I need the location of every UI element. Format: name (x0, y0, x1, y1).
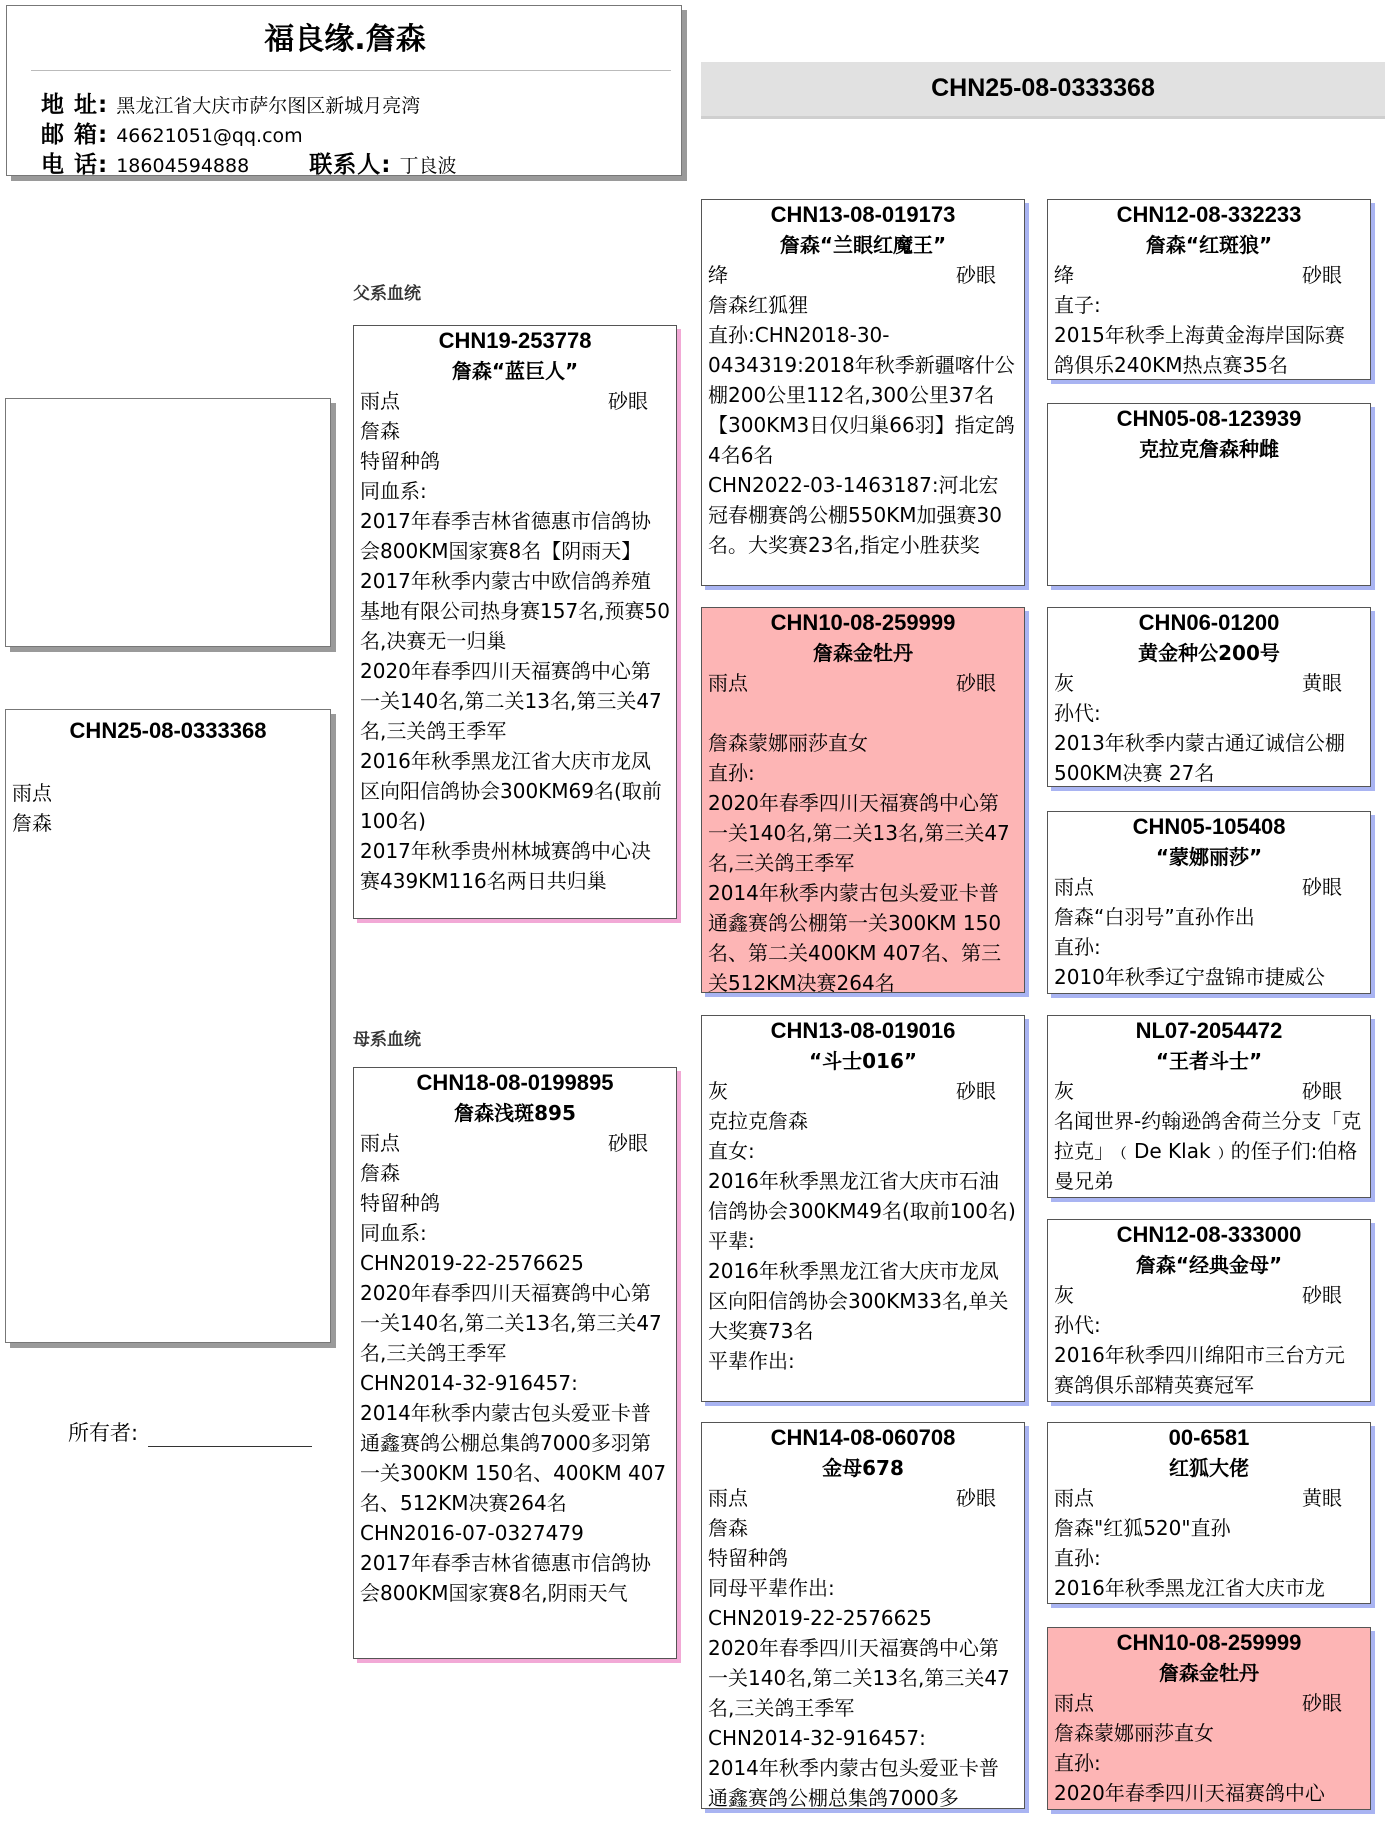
gen3-line: 同母平辈作出: (708, 1576, 835, 1600)
gen4-card-2 (1047, 403, 1371, 586)
gen4-card-1 (1047, 199, 1371, 380)
gen4-body (1048, 1483, 1370, 1603)
gen4-name: 红狐大佬 (1169, 1456, 1249, 1480)
contact-value: 丁良波 (399, 155, 457, 176)
dam-line: 同血系: (360, 1221, 427, 1245)
gen4-color: 绛 (1054, 263, 1074, 287)
gen4-color: 灰 (1054, 1283, 1074, 1307)
gen4-card-6 (1047, 1219, 1371, 1402)
gen4-name: 詹森金牡丹 (1159, 1661, 1259, 1685)
gen3-name: 詹森“兰眼红魔王” (779, 233, 947, 257)
sire-line: 詹森 (360, 419, 400, 443)
gen3-color-line (708, 1076, 1018, 1106)
gen3-name: “斗士016” (808, 1049, 918, 1073)
gen4-eye: 黄眼 (1302, 671, 1342, 695)
gen4-body (1048, 1688, 1370, 1808)
dam-line: 2020年春季四川天福赛鸽中心第一关140名,第二关13名,第三关47名,三关鸽王季军 (360, 1281, 662, 1365)
dam-card (353, 1067, 677, 1659)
sire-name: 詹森“蓝巨人” (451, 359, 579, 383)
phone-row (41, 146, 456, 176)
gen4-eye: 砂眼 (1302, 1079, 1342, 1103)
gen4-color: 灰 (1054, 1079, 1074, 1103)
gen3-line: CHN2022-03-1463187:河北宏冠春棚赛鸽公棚550KM加强赛30名。大奖赛23名,指定小胜获奖 (708, 473, 1002, 557)
gen3-line: 2016年秋季黑龙江省大庆市石油信鸽协会300KM49名(取前100名) (708, 1169, 1016, 1223)
breeder-title: 福良缘.詹森 (264, 22, 426, 57)
dam-body (354, 1128, 676, 1608)
gen3-card-2 (701, 607, 1025, 993)
gen3-line: 特留种鸽 (708, 1546, 788, 1570)
gen4-line: 2016年秋季黑龙江省大庆市龙 (1054, 1576, 1325, 1600)
gen4-color-line (1054, 668, 1364, 698)
owner-label: 所有者: (68, 1421, 139, 1445)
sire-line: 2016年秋季黑龙江省大庆市龙凤区向阳信鸽协会300KM69名(取前100名) (360, 749, 662, 833)
gen4-ring: CHN12-08-333000 (1116, 1222, 1302, 1247)
gen4-ring: CHN06-01200 (1138, 610, 1280, 635)
gen4-name: “蒙娜丽莎” (1155, 845, 1263, 869)
gen4-card-7 (1047, 1422, 1371, 1604)
gen4-color: 雨点 (1054, 1486, 1094, 1510)
gen3-body (702, 1076, 1024, 1376)
gen3-line: CHN2019-22-2576625 (708, 1606, 932, 1630)
gen3-card-1 (701, 199, 1025, 586)
gen3-eye: 砂眼 (956, 263, 996, 287)
gen4-name: 詹森“红斑狼” (1145, 233, 1273, 257)
gen4-color: 灰 (1054, 671, 1074, 695)
gen4-ring: CHN12-08-332233 (1116, 202, 1302, 227)
gen4-name: “王者斗士” (1155, 1049, 1263, 1073)
gen3-ring: CHN14-08-060708 (770, 1425, 956, 1450)
breeder-header (6, 5, 682, 176)
gen4-color-line (1054, 1076, 1364, 1106)
subject-line: 詹森 (12, 811, 52, 835)
gen4-eye: 砂眼 (1302, 875, 1342, 899)
sire-line: 特留种鸽 (360, 449, 440, 473)
gen3-line: 直孙: (708, 761, 755, 785)
gen3-line: 2020年春季四川天福赛鸽中心第一关140名,第二关13名,第三关47名,三关鸽王季军 (708, 791, 1010, 875)
owner-field (68, 1417, 312, 1447)
gen4-card-4 (1047, 811, 1371, 994)
email-row (41, 116, 303, 149)
gen4-card-8 (1047, 1627, 1371, 1810)
gen3-card-4 (701, 1422, 1025, 1809)
gen4-line: 2013年秋季内蒙古通辽诚信公棚500KM决赛 27名 (1054, 731, 1345, 785)
gen4-line: 詹森蒙娜丽莎直女 (1054, 1721, 1214, 1745)
dam-line-label: 母系血统 (353, 1030, 421, 1050)
phone-value: 18604594888 (116, 155, 250, 176)
phone-label: 电 话: (41, 152, 109, 176)
gen3-line: CHN2014-32-916457: (708, 1726, 926, 1750)
address-label: 地 址: (41, 92, 109, 118)
gen3-name: 詹森金牡丹 (813, 641, 913, 665)
sire-ring: CHN19-253778 (438, 328, 592, 353)
owner-signature-line[interactable] (148, 1427, 312, 1447)
gen4-ring: CHN10-08-259999 (1116, 1630, 1302, 1655)
gen4-eye: 砂眼 (1302, 1283, 1342, 1307)
gen3-eye: 砂眼 (956, 1486, 996, 1510)
gen4-line: 2020年春季四川天福赛鸽中心 (1054, 1781, 1325, 1805)
dam-color-line (360, 1128, 670, 1158)
gen4-line: 孙代: (1054, 701, 1101, 725)
dam-line: 特留种鸽 (360, 1191, 440, 1215)
gen4-name: 詹森“经典金母” (1135, 1253, 1283, 1277)
gen4-line: 孙代: (1054, 1313, 1101, 1337)
gen4-card-5 (1047, 1015, 1371, 1198)
sire-line: 2017年秋季贵州林城赛鸽中心决赛439KM116名两日共归巢 (360, 839, 651, 893)
subject-body (6, 778, 330, 838)
gen4-name: 黄金种公200号 (1138, 641, 1280, 665)
address-row (41, 86, 420, 119)
gen4-color-line (1054, 872, 1364, 902)
gen3-line: 平辈: (708, 1229, 755, 1253)
gen3-color: 雨点 (708, 1486, 748, 1510)
gen3-line: 詹森蒙娜丽莎直女 (708, 731, 868, 755)
gen3-color: 绛 (708, 263, 728, 287)
dam-ring: CHN18-08-0199895 (416, 1070, 614, 1095)
dam-line: 2014年秋季内蒙古包头爱亚卡普通鑫赛鸽公棚总集鸽7000多羽第一关300KM 150名、400KM 407名、512KM决赛264名 (360, 1401, 667, 1515)
gen3-line: 詹森红狐狸 (708, 293, 808, 317)
gen4-ring: NL07-2054472 (1135, 1018, 1283, 1043)
sire-line: 同血系: (360, 479, 427, 503)
dam-name: 詹森浅斑895 (454, 1101, 576, 1125)
gen3-line: 2016年秋季黑龙江省大庆市龙凤区向阳信鸽协会300KM33名,单关大奖赛73名 (708, 1259, 1009, 1343)
dam-line: CHN2019-22-2576625 (360, 1251, 584, 1275)
subject-ring: CHN25-08-0333368 (69, 718, 267, 743)
gen3-color: 雨点 (708, 671, 748, 695)
gen3-line: 平辈作出: (708, 1349, 795, 1373)
gen4-color-line (1054, 1483, 1364, 1513)
gen4-line: 2015年秋季上海黄金海岸国际赛鸽俱乐240KM热点赛35名 (1054, 323, 1345, 377)
gen3-line: 直孙:CHN2018-30-0434319:2018年秋季新疆喀什公棚200公里112名,300公里37名【300KM3日仅归巢66羽】指定鸽4名6名 (708, 323, 1015, 467)
gen3-color-line (708, 668, 1018, 698)
gen4-color: 雨点 (1054, 1691, 1094, 1715)
gen3-name: 金母678 (822, 1456, 904, 1480)
gen4-color-line (1054, 260, 1364, 290)
gen3-color-line (708, 260, 1018, 290)
gen4-ring: CHN05-105408 (1132, 814, 1286, 839)
gen3-card-3 (701, 1015, 1025, 1402)
email-value: 46621051@qq.com (116, 125, 303, 147)
dam-color: 雨点 (360, 1131, 400, 1155)
dam-line: CHN2016-07-0327479 (360, 1521, 584, 1545)
subject-card (5, 709, 331, 1343)
gen4-line: 2016年秋季四川绵阳市三台方元赛鸽俱乐部精英赛冠军 (1054, 1343, 1345, 1397)
gen4-ring: 00-6581 (1168, 1425, 1250, 1450)
gen3-line: 直女: (708, 1139, 755, 1163)
sire-line: 2017年秋季内蒙古中欧信鸽养殖基地有限公司热身赛157名,预赛50名,决赛无一归巢 (360, 569, 670, 653)
gen3-color-line (708, 1483, 1018, 1513)
dam-line: 詹森 (360, 1161, 400, 1185)
subject-color: 雨点 (12, 781, 52, 805)
gen4-card-3 (1047, 607, 1371, 787)
sire-color-line (360, 386, 670, 416)
subject-ring-banner: CHN25-08-0333368 (701, 62, 1385, 116)
gen4-color: 雨点 (1054, 875, 1094, 899)
gen3-line: 克拉克詹森 (708, 1109, 808, 1133)
gen3-body (702, 260, 1024, 560)
gen3-eye: 砂眼 (956, 671, 996, 695)
gen4-line: 名闻世界-约翰逊鸽舍荷兰分支「克拉克」﹙De Klak﹚的侄子们:伯格曼兄弟 (1054, 1109, 1362, 1193)
gen4-line: 直子: (1054, 293, 1101, 317)
sire-eye: 砂眼 (608, 389, 648, 413)
gen3-line: 2014年秋季内蒙古包头爱亚卡普通鑫赛鸽公棚总集鸽7000多 (708, 1756, 999, 1809)
gen4-line: 直孙: (1054, 1546, 1101, 1570)
gen4-name: 克拉克詹森种雌 (1139, 437, 1279, 461)
pigeon-photo-placeholder (5, 398, 331, 647)
gen4-eye: 砂眼 (1302, 263, 1342, 287)
email-label: 邮 箱: (41, 122, 109, 148)
gen3-color: 灰 (708, 1079, 728, 1103)
gen3-ring: CHN13-08-019173 (770, 202, 956, 227)
gen3-line: 2014年秋季内蒙古包头爱亚卡普通鑫赛鸽公棚第一关300KM 150名、第二关400KM 407名、第三关512KM决赛264名 (708, 881, 1002, 993)
gen4-eye: 砂眼 (1302, 1691, 1342, 1715)
gen3-eye: 砂眼 (956, 1079, 996, 1103)
gen3-ring: CHN10-08-259999 (770, 610, 956, 635)
gen4-color-line (1054, 1688, 1364, 1718)
gen4-line: 2010年秋季辽宁盘锦市捷威公 (1054, 965, 1325, 989)
gen4-body (1048, 1280, 1370, 1400)
contact-label: 联系人: (309, 152, 392, 176)
sire-body (354, 386, 676, 896)
sire-line: 2017年春季吉林省德惠市信鸽协会800KM国家赛8名【阴雨天】 (360, 509, 651, 563)
gen3-line: 詹森 (708, 1516, 748, 1540)
address-value: 黑龙江省大庆市萨尔图区新城月亮湾 (116, 95, 421, 117)
gen4-color-line (1054, 1280, 1364, 1310)
gen4-body (1048, 668, 1370, 787)
sire-line-label: 父系血统 (353, 284, 421, 304)
dam-eye: 砂眼 (608, 1131, 648, 1155)
gen3-body (702, 668, 1024, 993)
header-divider (31, 70, 671, 71)
gen4-line: 詹森“白羽号”直孙作出 (1054, 905, 1255, 929)
dam-line: CHN2014-32-916457: (360, 1371, 578, 1395)
gen3-line (708, 698, 1018, 728)
gen3-line: 2020年春季四川天福赛鸽中心第一关140名,第二关13名,第三关47名,三关鸽王季军 (708, 1636, 1010, 1720)
gen4-line: 直孙: (1054, 1751, 1101, 1775)
sire-color: 雨点 (360, 389, 400, 413)
gen3-body (702, 1483, 1024, 1809)
gen4-line: 直孙: (1054, 935, 1101, 959)
banner-shadow (701, 116, 1385, 119)
dam-line: 2017年春季吉林省德惠市信鸽协会800KM国家赛8名,阴雨天气 (360, 1551, 651, 1605)
gen4-body (1048, 1076, 1370, 1196)
gen4-line: 詹森"红狐520"直孙 (1054, 1516, 1231, 1540)
gen4-body (1048, 872, 1370, 992)
gen3-ring: CHN13-08-019016 (770, 1018, 956, 1043)
gen4-eye: 黄眼 (1302, 1486, 1342, 1510)
sire-line: 2020年春季四川天福赛鸽中心第一关140名,第二关13名,第三关47名,三关鸽王季军 (360, 659, 662, 743)
sire-card (353, 325, 677, 919)
gen4-ring: CHN05-08-123939 (1116, 406, 1302, 431)
gen4-body (1048, 260, 1370, 380)
